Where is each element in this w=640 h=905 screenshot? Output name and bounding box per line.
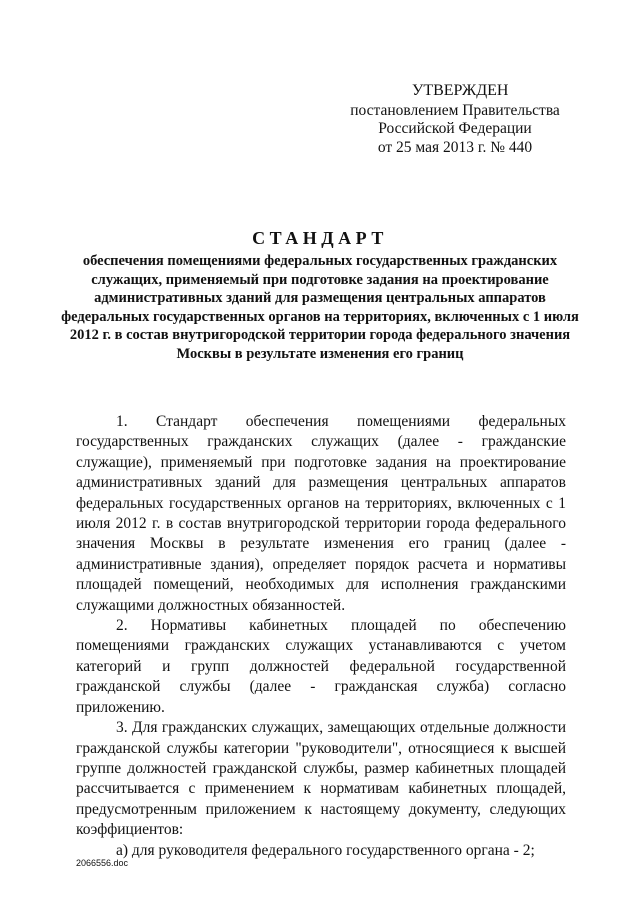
paragraph-1: 1. Стандарт обеспечения помещениями федеральных государственных гражданских служащих (далее - гражданские служащие), применяемый при подготовке задания на проектирование административных зданий для размещения центральных аппаратов федеральных государственных органов на территориях, включенных с 1 июля 2012 г. в состав внутригородской территории города федерального значения Москвы в результате изменения его границ (далее - административные здания), определяет порядок расчета и нормативы площадей помещений, необходимых для исполнения гражданскими служащими должностных обязанностей.	[76, 413, 566, 614]
document-body	[76, 412, 566, 861]
file-name-footer: 2066556.doc	[76, 858, 129, 868]
approval-stamp: УТВЕРЖДЕН	[412, 82, 509, 99]
approval-block	[330, 82, 580, 157]
approval-line-2: Российской Федерации	[378, 120, 532, 137]
paragraph-2: 2. Нормативы кабинетных площадей по обеспечению помещениями гражданских служащих устанавливаются с учетом категорий и групп должностей федеральной государственной гражданской службы (далее - гражданская служба) согласно приложению.	[76, 617, 566, 716]
document-subtitle: обеспечения помещениями федеральных государственных гражданских служащих, применяемый при подготовке задания на проектирование административных зданий для размещения центральных аппаратов федеральных государственных органов на территориях, включенных с 1 июля 2012 г. в состав внутригородской территории города федерального значения Москвы в результате изменения его границ	[61, 253, 579, 362]
paragraph-3: 3. Для гражданских служащих, замещающих отдельные должности гражданской службы категории "руководители", относящиеся к высшей группе должностей гражданской службы, размер кабинетных площадей рассчитывается с применением к нормативам кабинетных площадей, предусмотренным приложением к настоящему документу, следующих коэффициентов:	[76, 719, 566, 839]
document-title: СТАНДАРТ	[252, 228, 388, 248]
approval-line-1: постановлением Правительства	[350, 101, 560, 119]
approval-line-3: от 25 мая 2013 г. № 440	[377, 138, 533, 156]
paragraph-4: а) для руководителя федерального государственного органа - 2;	[116, 841, 535, 859]
